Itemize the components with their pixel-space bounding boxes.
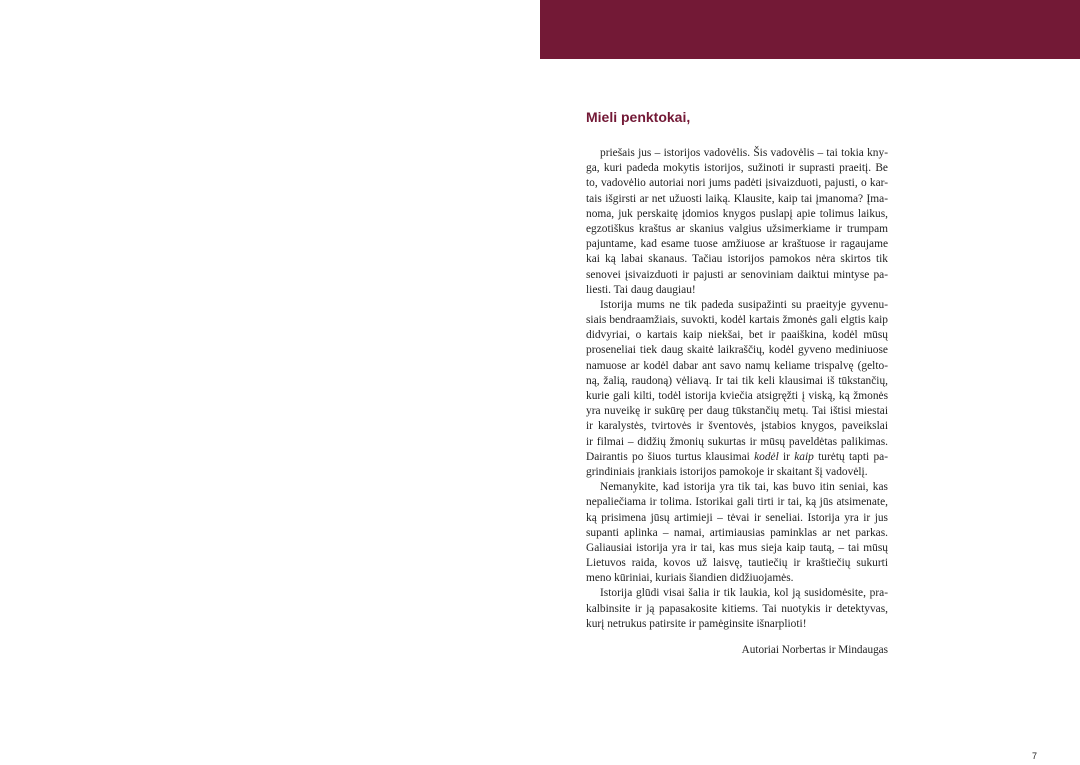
text-segment: Dairantis po šiuos turtus klausimai [586,450,755,463]
page-number: 7 [1032,751,1038,761]
text-line: ir karalystės, tvirtovės ir šventovės, įstabios knygos, paveikslai [586,420,888,433]
text-line: Istorija glūdi visai šalia ir tik laukia, kol ją susidomėsite, pra- [600,587,888,600]
italic-word: kodėl [754,450,779,463]
text-line: kurie gali kilti, todėl istorija kviečia atsigręžti į viską, ką žmonės [586,390,888,402]
text-line: supanti aplinka – namai, artimiausias paminklas ar net parkas. [586,526,888,539]
text-line: Istorija mums ne tik padeda susipažinti su praeityje gyvenu- [600,298,888,311]
text-line: Nemanykite, kad istorija yra tik tai, kas buvo itin seniai, kas [600,481,888,494]
text-line: senovei įsivaizduoti ir pajusti ar senoviniam daiktui mintyse pa- [586,268,888,281]
text-line: proseneliai tiek daug skaitė laikraščių, kodėl gyveno mediniuose [586,344,888,357]
text-line: grindiniais įrankiais istorijos pamokoje ir skaitant šį vadovėlį. [586,465,868,478]
text-line: priešais jus – istorijos vadovėlis. Šis vadovėlis – tai tokia kny- [600,147,888,159]
authors-signature: Autoriai Norbertas ir Mindaugas [741,644,888,656]
text-line: meno kūriniai, kuriais šiandien didžiuojamės. [586,572,794,585]
greeting-heading: Mieli penktokai, [586,109,691,125]
text-line: ir filmai – didžių žmonių sukurtas ir mūsų paveldėtas palikimas. [586,435,888,448]
text-line: namuose ar kodėl dabar ant savo namų keliame trispalvę (gelto- [586,359,888,372]
text-line: liesti. Tai daug daugiau! [586,283,696,296]
text-line: yra nuveikę ir sukūrę per daug tūkstančių metų. Tai ištisi miestai [586,405,888,418]
preface-text [586,146,888,632]
text-segment: turėtų tapti pa- [813,450,889,463]
text-line: didvyriai, o kartais kaip niekšai, bet ir paaiškina, kodėl mūsų [586,329,888,342]
text-segment: ir [778,450,795,463]
text-line: ga, kuri padeda mokytis istorijos, sužinoti ir suprasti praeitį. Be [586,162,888,175]
text-line: egzotiškus kraštus ar skanius valgius užsimerkiame ir trumpam [586,222,888,235]
text-line: kurį netrukus patirsite ir pamėginsite išnarplioti! [586,617,807,630]
text-line: ką prisimena jūsų artimieji – tėvai ir seneliai. Istorija yra ir jus [586,511,888,524]
text-line: to, vadovėlio autoriai nori jums padėti įsivaizduoti, pajusti, o kar- [586,177,888,190]
text-line: tais išgirsti ar net užuosti laiką. Klausite, kaip tai įmanoma? Įma- [586,192,888,205]
text-line: kai ką labai skanaus. Tačiau istorijos pamokos nėra skirtos tik [586,253,888,266]
text-line: siais bendraamžiais, suvokti, kodėl kartais žmonės gali elgtis kaip [586,314,888,327]
text-line: nepaliečiama ir tolima. Istorikai gali tirti ir tai, ką jūs atsimenate, [586,496,888,509]
text-line: Galiausiai istorija yra ir tai, kas mus sieja kaip tautą, – tai mūsų [586,541,888,554]
text-line: Lietuvos raida, kovos už laisvę, tautiečių ir kraštiečių sukurti [586,557,888,570]
header-color-band [540,0,1080,59]
text-line: noma, juk perskaitę įdomios knygos puslapį apie tolimus laikus, [586,207,888,220]
text-line: ną, žalią, raudoną) vėliavą. Ir tai tik keli klausimai iš tūkstančių, [586,374,888,387]
text-line: pajuntame, kad esame tuose amžiuose ar kraštuose ir ragaujame [586,238,888,251]
text-line: kalbinsite ir ją papasakosite kitiems. Tai nuotykis ir detektyvas, [586,602,888,615]
text-line-with-italics [586,450,888,465]
italic-word: kaip [794,450,814,463]
